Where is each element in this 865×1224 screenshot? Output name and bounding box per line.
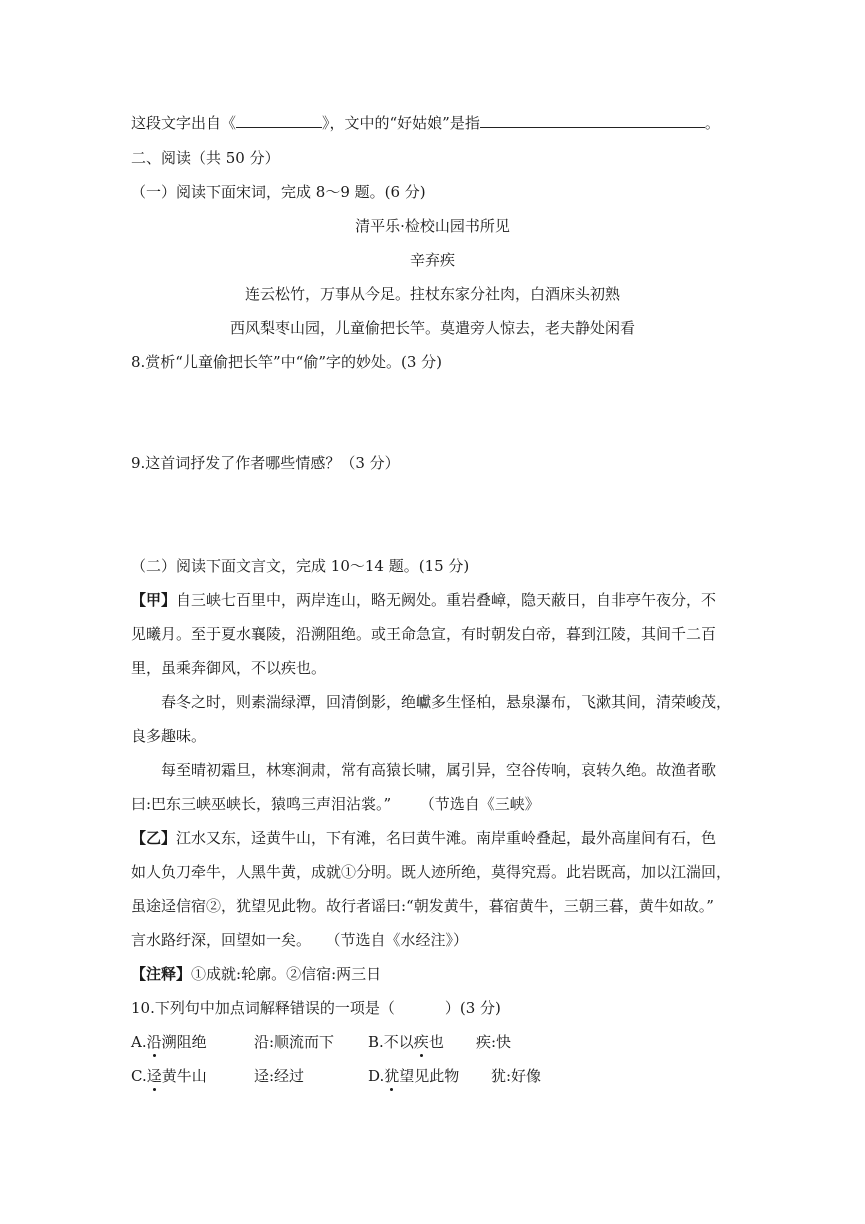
passage-yi-line: 虽途迳信宿②，犹望见此物。故行者谣曰:“朝发黄牛，暮宿黄牛，三朝三暮，黄牛如故。” — [131, 897, 714, 915]
question-10-stem: 10.下列句中加点词解释错误的一项是（ — [131, 999, 395, 1017]
option-c[interactable]: C.迳黄牛山 — [131, 1067, 207, 1085]
passage-jia-line: 春冬之时，则素湍绿潭，回清倒影，绝巘多生怪柏，悬泉瀑布，飞漱其间，清荣峻茂， — [161, 693, 732, 711]
options-row-1 — [131, 1032, 511, 1052]
option-a[interactable]: A.沿溯阻绝 — [131, 1033, 207, 1051]
passage-yi-line: 如人负刀牵牛，人黑牛黄，成就①分明。既人迹所绝，莫得究焉。此岩既高，加以江湍回， — [131, 863, 732, 881]
question-10 — [131, 998, 501, 1018]
passage-jia-line: 良多趣味。 — [131, 727, 207, 745]
passage-jia-line: 见曦月。至于夏水襄陵，沿溯阻绝。或王命急宣，有时朝发白帝，暮到江陵，其间千二百 — [131, 625, 717, 643]
part2-instruction: （二）阅读下面文言文，完成 10～14 题。(15 分) — [131, 557, 470, 575]
question-10-stem-end: ）(3 分) — [444, 999, 501, 1017]
passage-yi-tag: 【乙】 — [131, 829, 177, 847]
dotted-word: 疾 — [413, 1033, 429, 1051]
poem-title: 清平乐·检校山园书所见 — [355, 217, 510, 235]
fill-in-question — [131, 113, 720, 133]
passage-jia-text: 曰:巴东三峡巫峡长，猿鸣三声泪沾裳。” — [131, 795, 392, 813]
option-b-gloss: 疾:快 — [476, 1033, 512, 1051]
option-b[interactable]: B.不以疾也 — [368, 1033, 444, 1051]
annotation-text: ①成就:轮廓。②信宿:两三日 — [191, 965, 382, 983]
passage-jia-tag: 【甲】 — [131, 591, 177, 609]
passage-jia-text: 自三峡七百里中，两岸连山，略无阙处。重岩叠嶂，隐天蔽日，自非亭午夜分，不 — [176, 591, 717, 609]
answer-blank-source[interactable] — [236, 113, 322, 128]
part1-instruction: （一）阅读下面宋词，完成 8～9 题。(6 分) — [131, 183, 426, 201]
dotted-word: 犹 — [384, 1067, 400, 1085]
dotted-word: 沿 — [146, 1033, 162, 1051]
poem-line-2: 西风梨枣山园，儿童偷把长竿。莫遣旁人惊去，老夫静处闲看 — [229, 319, 635, 337]
option-c-gloss: 迳:经过 — [254, 1067, 305, 1085]
poem-line-1: 连云松竹，万事从今足。拄杖东家分社肉，白酒床头初熟 — [244, 285, 620, 303]
fill-in-middle: 》，文中的“好姑娘”是指 — [322, 114, 480, 132]
passage-yi-line — [131, 930, 468, 950]
passage-jia-source: （节选自《三峡》 — [427, 795, 540, 813]
passage-yi-text: 言水路纡深，回望如一矣。 — [131, 931, 312, 949]
passage-jia-line — [131, 590, 716, 610]
passage-yi-line — [131, 828, 716, 848]
passage-jia-line: 每至晴初霜旦，林寒涧肃，常有高猿长啸，属引异，空谷传响，哀转久绝。故渔者歌 — [161, 761, 717, 779]
passage-jia-line — [131, 794, 540, 814]
fill-in-prefix: 这段文字出自《 — [131, 114, 237, 132]
option-a-gloss: 沿:顺流而下 — [254, 1033, 335, 1051]
annotation — [131, 964, 381, 984]
dotted-word: 迳 — [146, 1067, 162, 1085]
passage-yi-source: （节选自《水经注》） — [333, 931, 469, 949]
poem-author: 辛弃疾 — [409, 251, 455, 269]
options-row-2 — [131, 1066, 541, 1086]
section-header: 二、阅读（共 50 分） — [131, 149, 280, 167]
question-9: 9.这首词抒发了作者哪些情感？（3 分） — [131, 454, 400, 472]
question-8: 8.赏析“儿童偷把长竿”中“偷”字的妙处。(3 分) — [131, 353, 443, 371]
option-d-gloss: 犹:好像 — [491, 1067, 542, 1085]
passage-yi-text: 江水又东，迳黄牛山，下有滩，名曰黄牛滩。南岸重岭叠起，最外高崖间有石，色 — [176, 829, 717, 847]
annotation-tag: 【注释】 — [131, 965, 192, 983]
answer-blank-girl[interactable] — [480, 113, 705, 128]
passage-jia-line: 里，虽乘奔御风，不以疾也。 — [131, 659, 327, 677]
fill-in-end: 。 — [704, 114, 720, 132]
option-d[interactable]: D.犹望见此物 — [368, 1067, 460, 1085]
